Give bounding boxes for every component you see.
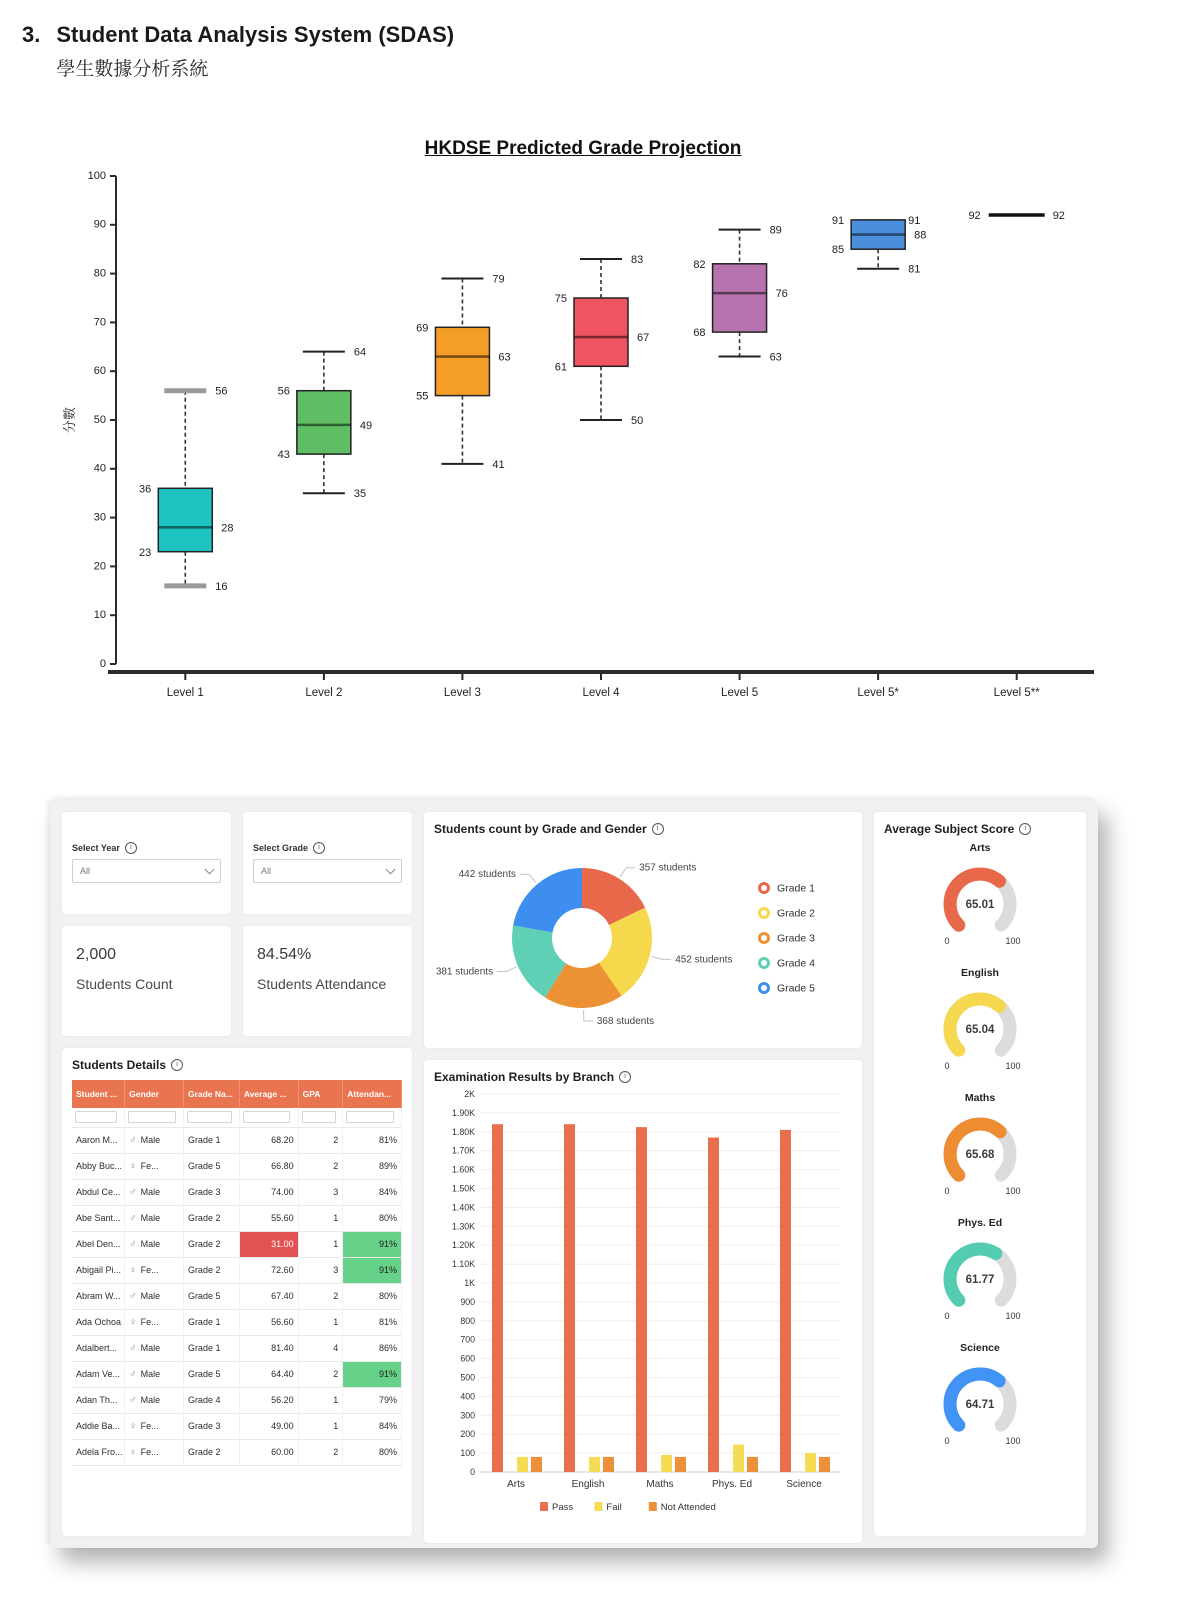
gauge-min-label: 0 bbox=[944, 1311, 950, 1321]
exam-results-bar-chart bbox=[434, 1084, 852, 1533]
cell-grade: Grade 4 bbox=[183, 1387, 239, 1413]
gauge-max-label: 100 bbox=[1005, 1061, 1021, 1071]
column-header-0[interactable]: Student ... bbox=[72, 1080, 125, 1108]
gauge-english: English 65.04 0 100 bbox=[944, 967, 1021, 1071]
cell-grade: Grade 3 bbox=[183, 1413, 239, 1439]
bar-arts-fail[interactable] bbox=[517, 1457, 528, 1472]
cell-average: 66.80 bbox=[239, 1153, 298, 1179]
boxplot-chart bbox=[58, 162, 1108, 729]
cell-average: 56.20 bbox=[239, 1387, 298, 1413]
svg-text:100: 100 bbox=[87, 169, 106, 182]
box-level-3[interactable] bbox=[416, 274, 511, 471]
heading-number: 3. bbox=[22, 22, 41, 47]
svg-text:10: 10 bbox=[93, 609, 106, 622]
cell-grade: Grade 5 bbox=[183, 1361, 239, 1387]
cell-grade: Grade 1 bbox=[183, 1127, 239, 1153]
cell-average: 55.60 bbox=[239, 1205, 298, 1231]
svg-text:Not Attended: Not Attended bbox=[660, 1502, 716, 1513]
svg-text:64: 64 bbox=[353, 346, 367, 359]
cell-average: 67.40 bbox=[239, 1283, 298, 1309]
svg-text:Level 5: Level 5 bbox=[721, 687, 759, 699]
gauge-arts: Arts 65.01 0 100 bbox=[944, 842, 1021, 946]
bar-science-pass[interactable] bbox=[780, 1130, 791, 1472]
box-level-1[interactable] bbox=[139, 386, 234, 593]
table-row[interactable] bbox=[72, 1257, 402, 1283]
cell-gender: ♀ Fe... bbox=[125, 1257, 184, 1283]
info-icon: i bbox=[1019, 823, 1031, 835]
svg-text:Grade 3: Grade 3 bbox=[777, 932, 815, 945]
cell-attendance: 91% bbox=[343, 1361, 402, 1387]
bar-science-not-attended[interactable] bbox=[819, 1457, 830, 1472]
donut-callout: 442 students bbox=[458, 869, 516, 881]
cell-student: Adam Ve... bbox=[72, 1361, 125, 1387]
svg-text:49: 49 bbox=[359, 419, 373, 432]
male-icon: ♂ bbox=[129, 1186, 137, 1198]
cell-average: 49.00 bbox=[239, 1413, 298, 1439]
svg-text:1.90K: 1.90K bbox=[452, 1107, 475, 1118]
table-row[interactable] bbox=[72, 1231, 402, 1257]
info-icon: i bbox=[171, 1059, 183, 1071]
gauge-min-label: 0 bbox=[944, 1061, 950, 1071]
cell-grade: Grade 1 bbox=[183, 1335, 239, 1361]
svg-text:50: 50 bbox=[631, 415, 644, 427]
svg-text:91: 91 bbox=[908, 214, 921, 227]
cell-attendance: 81% bbox=[343, 1309, 402, 1335]
students-details-card bbox=[62, 1048, 412, 1536]
cell-student: Abram W... bbox=[72, 1283, 125, 1309]
table-row[interactable] bbox=[72, 1413, 402, 1439]
svg-text:63: 63 bbox=[769, 351, 782, 364]
cell-average: 74.00 bbox=[239, 1179, 298, 1205]
cell-grade: Grade 2 bbox=[183, 1257, 239, 1283]
year-select[interactable] bbox=[72, 859, 221, 883]
bar-phys-ed-not-attended[interactable] bbox=[747, 1457, 758, 1472]
svg-text:67: 67 bbox=[637, 332, 650, 344]
svg-text:30: 30 bbox=[93, 511, 106, 524]
bar-arts-pass[interactable] bbox=[492, 1124, 503, 1472]
cell-attendance: 84% bbox=[343, 1179, 402, 1205]
svg-text:35: 35 bbox=[353, 488, 367, 501]
svg-text:80: 80 bbox=[93, 267, 106, 280]
students-count-value: 2,000 bbox=[76, 946, 117, 963]
heading-title: Student Data Analysis System (SDAS) bbox=[56, 22, 455, 47]
svg-text:100: 100 bbox=[460, 1448, 475, 1459]
column-header-1[interactable]: Gender bbox=[125, 1080, 184, 1108]
students-count-label: Students Count bbox=[76, 976, 173, 992]
boxplot-title: HKDSE Predicted Grade Projection bbox=[424, 138, 742, 159]
grade-gender-donut-chart bbox=[434, 836, 852, 1043]
cell-grade: Grade 5 bbox=[183, 1153, 239, 1179]
cell-gender: ♂ Male bbox=[125, 1127, 184, 1153]
cell-gpa: 2 bbox=[298, 1361, 343, 1387]
svg-text:900: 900 bbox=[460, 1296, 475, 1307]
box-level-5[interactable] bbox=[693, 225, 788, 364]
svg-text:90: 90 bbox=[93, 218, 106, 231]
svg-text:20: 20 bbox=[93, 560, 106, 573]
column-filter-input-2[interactable] bbox=[187, 1111, 232, 1123]
cell-gender: ♂ Male bbox=[125, 1361, 184, 1387]
students-attendance-value: 84.54% bbox=[257, 946, 312, 963]
bar-maths-pass[interactable] bbox=[636, 1127, 647, 1472]
svg-text:85: 85 bbox=[831, 244, 845, 257]
y-axis bbox=[62, 170, 116, 670]
male-icon: ♂ bbox=[129, 1342, 137, 1354]
male-icon: ♂ bbox=[129, 1134, 137, 1146]
bar-english-not-attended[interactable] bbox=[603, 1457, 614, 1472]
students-table bbox=[72, 1080, 402, 1466]
table-row[interactable] bbox=[72, 1205, 402, 1231]
svg-text:400: 400 bbox=[460, 1391, 475, 1402]
gauge-value: 61.77 bbox=[965, 1274, 995, 1286]
svg-text:1.70K: 1.70K bbox=[452, 1145, 475, 1156]
cell-gpa: 1 bbox=[298, 1231, 343, 1257]
info-icon: i bbox=[619, 1071, 631, 1083]
svg-text:79: 79 bbox=[492, 273, 505, 286]
svg-text:76: 76 bbox=[775, 288, 788, 301]
page-heading bbox=[22, 22, 454, 81]
svg-text:43: 43 bbox=[277, 449, 290, 462]
donut-callout: 368 students bbox=[596, 1015, 655, 1027]
table-row[interactable] bbox=[72, 1387, 402, 1413]
year-select-value: All bbox=[80, 866, 91, 876]
cell-grade: Grade 2 bbox=[183, 1439, 239, 1465]
info-icon: i bbox=[652, 823, 664, 835]
cell-gpa: 3 bbox=[298, 1257, 343, 1283]
svg-text:Grade 1: Grade 1 bbox=[777, 882, 815, 895]
cell-attendance: 80% bbox=[343, 1205, 402, 1231]
svg-text:700: 700 bbox=[460, 1334, 475, 1345]
svg-text:600: 600 bbox=[460, 1353, 475, 1364]
cell-gpa: 1 bbox=[298, 1387, 343, 1413]
svg-text:56: 56 bbox=[215, 385, 228, 398]
svg-text:0: 0 bbox=[470, 1467, 475, 1477]
svg-text:Pass: Pass bbox=[552, 1502, 574, 1513]
bar-arts-not-attended[interactable] bbox=[531, 1457, 542, 1472]
svg-text:92: 92 bbox=[1052, 210, 1065, 222]
students-attendance-card bbox=[243, 926, 412, 1036]
svg-text:60: 60 bbox=[93, 365, 106, 378]
cell-gpa: 1 bbox=[298, 1205, 343, 1231]
cell-gpa: 2 bbox=[298, 1439, 343, 1465]
svg-text:16: 16 bbox=[215, 580, 228, 593]
svg-text:300: 300 bbox=[460, 1410, 475, 1421]
cell-gender: ♂ Male bbox=[125, 1205, 184, 1231]
donut-title: Students count by Grade and Gender bbox=[434, 822, 647, 836]
column-filter-input-0[interactable] bbox=[75, 1111, 117, 1123]
svg-text:Level 5**: Level 5** bbox=[993, 687, 1040, 699]
svg-text:56: 56 bbox=[277, 385, 290, 398]
svg-text:Level 2: Level 2 bbox=[305, 687, 343, 699]
table-row[interactable] bbox=[72, 1361, 402, 1387]
svg-text:200: 200 bbox=[460, 1429, 475, 1440]
cell-gender: ♂ Male bbox=[125, 1283, 184, 1309]
cell-attendance: 79% bbox=[343, 1387, 402, 1413]
students-attendance-label: Students Attendance bbox=[257, 976, 387, 992]
gauge-value: 65.01 bbox=[965, 899, 995, 911]
box-level-2[interactable] bbox=[278, 347, 373, 501]
male-icon: ♂ bbox=[129, 1212, 137, 1224]
table-row[interactable] bbox=[72, 1283, 402, 1309]
cell-gpa: 1 bbox=[298, 1413, 343, 1439]
cell-attendance: 81% bbox=[343, 1127, 402, 1153]
svg-text:69: 69 bbox=[416, 322, 429, 335]
cell-average: 68.20 bbox=[239, 1127, 298, 1153]
svg-text:Level 1: Level 1 bbox=[166, 687, 204, 699]
grade-filter-card bbox=[243, 812, 412, 914]
cell-attendance: 86% bbox=[343, 1335, 402, 1361]
svg-text:800: 800 bbox=[460, 1315, 475, 1326]
gauge-value: 65.68 bbox=[965, 1149, 995, 1161]
bar-category-label: Science bbox=[786, 1479, 822, 1490]
gauge-min-label: 0 bbox=[944, 936, 950, 946]
column-header-3[interactable]: Average ... bbox=[239, 1080, 298, 1108]
svg-text:40: 40 bbox=[93, 462, 106, 475]
cell-average: 60.00 bbox=[239, 1439, 298, 1465]
gauge-min-label: 0 bbox=[944, 1436, 950, 1446]
cell-student: Ada Ochoa bbox=[72, 1309, 125, 1335]
cell-average: 56.60 bbox=[239, 1309, 298, 1335]
grade-filter-label: Select Grade bbox=[253, 843, 309, 853]
donut-callout: 357 students bbox=[639, 862, 697, 874]
svg-text:68: 68 bbox=[693, 327, 706, 340]
svg-text:1.60K: 1.60K bbox=[452, 1164, 475, 1175]
cell-average: 31.00 bbox=[239, 1231, 298, 1257]
svg-text:75: 75 bbox=[554, 293, 567, 305]
cell-student: Abe Sant... bbox=[72, 1205, 125, 1231]
table-row[interactable] bbox=[72, 1335, 402, 1361]
svg-text:50: 50 bbox=[93, 413, 106, 426]
svg-text:63: 63 bbox=[498, 351, 511, 364]
cell-student: Addie Ba... bbox=[72, 1413, 125, 1439]
column-filter-input-4[interactable] bbox=[302, 1111, 337, 1123]
grade-select[interactable] bbox=[253, 859, 402, 883]
cell-gender: ♀ Fe... bbox=[125, 1413, 184, 1439]
box-level-5-[interactable] bbox=[832, 215, 927, 276]
svg-text:1.40K: 1.40K bbox=[452, 1202, 475, 1213]
gauge-phys-ed: Phys. Ed 61.77 0 100 bbox=[944, 1217, 1021, 1321]
bars-title: Examination Results by Branch bbox=[434, 1070, 615, 1084]
female-icon: ♀ bbox=[129, 1264, 137, 1276]
bar-category-label: Arts bbox=[507, 1479, 525, 1490]
exam-results-card bbox=[424, 1060, 862, 1543]
cell-gender: ♂ Male bbox=[125, 1231, 184, 1257]
female-icon: ♀ bbox=[129, 1420, 137, 1432]
cell-grade: Grade 3 bbox=[183, 1179, 239, 1205]
cell-gpa: 4 bbox=[298, 1335, 343, 1361]
cell-attendance: 84% bbox=[343, 1413, 402, 1439]
average-subject-score-card bbox=[874, 812, 1086, 1536]
cell-grade: Grade 5 bbox=[183, 1283, 239, 1309]
donut-callout: 452 students bbox=[675, 954, 733, 966]
cell-student: Adalbert... bbox=[72, 1335, 125, 1361]
svg-text:Level 3: Level 3 bbox=[443, 687, 481, 699]
donut-legend bbox=[760, 883, 816, 995]
cell-grade: Grade 2 bbox=[183, 1231, 239, 1257]
students-details-table bbox=[72, 1080, 402, 1466]
cell-gender: ♂ Male bbox=[125, 1387, 184, 1413]
column-header-4[interactable]: GPA bbox=[298, 1080, 343, 1108]
boxplot-section bbox=[58, 138, 1108, 729]
cell-grade: Grade 2 bbox=[183, 1205, 239, 1231]
cell-student: Abby Buc... bbox=[72, 1153, 125, 1179]
svg-text:1K: 1K bbox=[464, 1278, 475, 1288]
gauge-value: 65.04 bbox=[965, 1024, 995, 1036]
svg-text:Grade 2: Grade 2 bbox=[777, 907, 815, 920]
gauge-science: Science 64.71 0 100 bbox=[944, 1342, 1021, 1446]
sdas-dashboard bbox=[50, 800, 1098, 1548]
gauge-value: 64.71 bbox=[965, 1399, 995, 1411]
svg-text:70: 70 bbox=[93, 316, 106, 329]
svg-text:Grade 4: Grade 4 bbox=[777, 957, 815, 970]
svg-text:1.80K: 1.80K bbox=[452, 1126, 475, 1137]
gauge-max-label: 100 bbox=[1005, 1436, 1021, 1446]
year-filter-label: Select Year bbox=[72, 843, 120, 853]
gauge-maths: Maths 65.68 0 100 bbox=[944, 1092, 1021, 1196]
cell-gpa: 1 bbox=[298, 1309, 343, 1335]
svg-text:41: 41 bbox=[492, 458, 505, 471]
cell-average: 64.40 bbox=[239, 1361, 298, 1387]
male-icon: ♂ bbox=[129, 1394, 137, 1406]
table-row[interactable] bbox=[72, 1179, 402, 1205]
bar-maths-not-attended[interactable] bbox=[675, 1457, 686, 1472]
column-filter-input-1[interactable] bbox=[128, 1111, 176, 1123]
male-icon: ♂ bbox=[129, 1238, 137, 1250]
column-header-5[interactable]: Attendan... bbox=[343, 1080, 402, 1108]
bar-science-fail[interactable] bbox=[805, 1453, 816, 1472]
cell-student: Abdul Ce... bbox=[72, 1179, 125, 1205]
donut-slice-grade-5[interactable] bbox=[513, 868, 582, 933]
female-icon: ♀ bbox=[129, 1316, 137, 1328]
donut-callout: 381 students bbox=[435, 966, 494, 978]
svg-text:55: 55 bbox=[416, 390, 429, 403]
gauge-max-label: 100 bbox=[1005, 1186, 1021, 1196]
cell-student: Adan Th... bbox=[72, 1387, 125, 1413]
cell-gpa: 2 bbox=[298, 1127, 343, 1153]
male-icon: ♂ bbox=[129, 1368, 137, 1380]
gauges-title: Average Subject Score bbox=[884, 822, 1015, 836]
table-row[interactable] bbox=[72, 1439, 402, 1465]
bar-phys-ed-pass[interactable] bbox=[708, 1138, 719, 1473]
cell-grade: Grade 1 bbox=[183, 1309, 239, 1335]
info-icon: i bbox=[313, 842, 325, 854]
bar-phys-ed-fail[interactable] bbox=[733, 1445, 744, 1472]
cell-gender: ♀ Fe... bbox=[125, 1439, 184, 1465]
gauge-min-label: 0 bbox=[944, 1186, 950, 1196]
subject-score-gauges bbox=[884, 842, 1076, 1461]
cell-attendance: 91% bbox=[343, 1231, 402, 1257]
svg-text:88: 88 bbox=[914, 229, 927, 242]
svg-text:92: 92 bbox=[968, 210, 981, 222]
column-filter-input-3[interactable] bbox=[243, 1111, 291, 1123]
cell-gender: ♀ Fe... bbox=[125, 1153, 184, 1179]
svg-text:91: 91 bbox=[831, 214, 845, 227]
chevron-down-icon bbox=[205, 865, 215, 875]
svg-text:23: 23 bbox=[139, 546, 152, 559]
svg-text:1.30K: 1.30K bbox=[452, 1221, 475, 1232]
students-details-title: Students Details bbox=[72, 1058, 167, 1072]
gauge-max-label: 100 bbox=[1005, 1311, 1021, 1321]
bar-maths-fail[interactable] bbox=[661, 1455, 672, 1472]
grade-select-value: All bbox=[261, 866, 272, 876]
cell-gender: ♀ Fe... bbox=[125, 1309, 184, 1335]
bar-english-fail[interactable] bbox=[589, 1457, 600, 1472]
female-icon: ♀ bbox=[129, 1446, 137, 1458]
svg-text:1.20K: 1.20K bbox=[452, 1240, 475, 1251]
bar-category-label: Phys. Ed bbox=[711, 1479, 753, 1490]
gauge-max-label: 100 bbox=[1005, 936, 1021, 946]
chevron-down-icon bbox=[386, 865, 396, 875]
column-header-2[interactable]: Grade Na... bbox=[183, 1080, 239, 1108]
grade-gender-donut-card bbox=[424, 812, 862, 1048]
female-icon: ♀ bbox=[129, 1160, 137, 1172]
male-icon: ♂ bbox=[129, 1290, 137, 1302]
year-filter-card bbox=[62, 812, 231, 914]
svg-text:81: 81 bbox=[908, 263, 921, 276]
svg-text:0: 0 bbox=[99, 657, 106, 670]
svg-text:Level 5*: Level 5* bbox=[857, 687, 899, 699]
cell-attendance: 80% bbox=[343, 1283, 402, 1309]
bar-english-pass[interactable] bbox=[564, 1124, 575, 1472]
svg-text:82: 82 bbox=[693, 258, 706, 271]
heading-subtitle: 學生數據分析系統 bbox=[56, 59, 209, 80]
info-icon: i bbox=[125, 842, 137, 854]
cell-student: Aaron M... bbox=[72, 1127, 125, 1153]
cell-gpa: 2 bbox=[298, 1153, 343, 1179]
svg-text:Fail: Fail bbox=[606, 1502, 622, 1513]
svg-text:500: 500 bbox=[460, 1372, 475, 1383]
cell-student: Abigail Pi... bbox=[72, 1257, 125, 1283]
svg-text:Level 4: Level 4 bbox=[582, 687, 620, 699]
box-level-5-[interactable] bbox=[968, 210, 1064, 222]
bar-legend bbox=[540, 1502, 716, 1513]
table-row[interactable] bbox=[72, 1309, 402, 1335]
cell-student: Abel Den... bbox=[72, 1231, 125, 1257]
cell-attendance: 80% bbox=[343, 1439, 402, 1465]
cell-gender: ♂ Male bbox=[125, 1179, 184, 1205]
cell-average: 72.60 bbox=[239, 1257, 298, 1283]
table-row[interactable] bbox=[72, 1127, 402, 1153]
table-row[interactable] bbox=[72, 1153, 402, 1179]
column-filter-input-5[interactable] bbox=[346, 1111, 394, 1123]
bar-category-label: English bbox=[571, 1479, 605, 1490]
svg-text:2K: 2K bbox=[464, 1089, 475, 1099]
svg-text:89: 89 bbox=[769, 224, 782, 237]
svg-text:83: 83 bbox=[631, 254, 644, 266]
svg-text:36: 36 bbox=[139, 483, 152, 496]
cell-gpa: 2 bbox=[298, 1283, 343, 1309]
cell-student: Adela Fro... bbox=[72, 1439, 125, 1465]
y-axis-label: 分數 bbox=[62, 406, 77, 434]
cell-attendance: 89% bbox=[343, 1153, 402, 1179]
cell-gender: ♂ Male bbox=[125, 1335, 184, 1361]
x-axis bbox=[108, 670, 1094, 699]
cell-average: 81.40 bbox=[239, 1335, 298, 1361]
students-count-card bbox=[62, 926, 231, 1036]
svg-text:61: 61 bbox=[554, 361, 567, 374]
svg-text:Grade 5: Grade 5 bbox=[777, 982, 815, 995]
svg-text:28: 28 bbox=[221, 522, 234, 535]
bar-category-label: Maths bbox=[646, 1479, 674, 1490]
box-level-4[interactable] bbox=[555, 254, 650, 427]
svg-text:1.50K: 1.50K bbox=[452, 1183, 475, 1194]
cell-attendance: 91% bbox=[343, 1257, 402, 1283]
svg-text:1.10K: 1.10K bbox=[452, 1259, 475, 1270]
cell-gpa: 3 bbox=[298, 1179, 343, 1205]
